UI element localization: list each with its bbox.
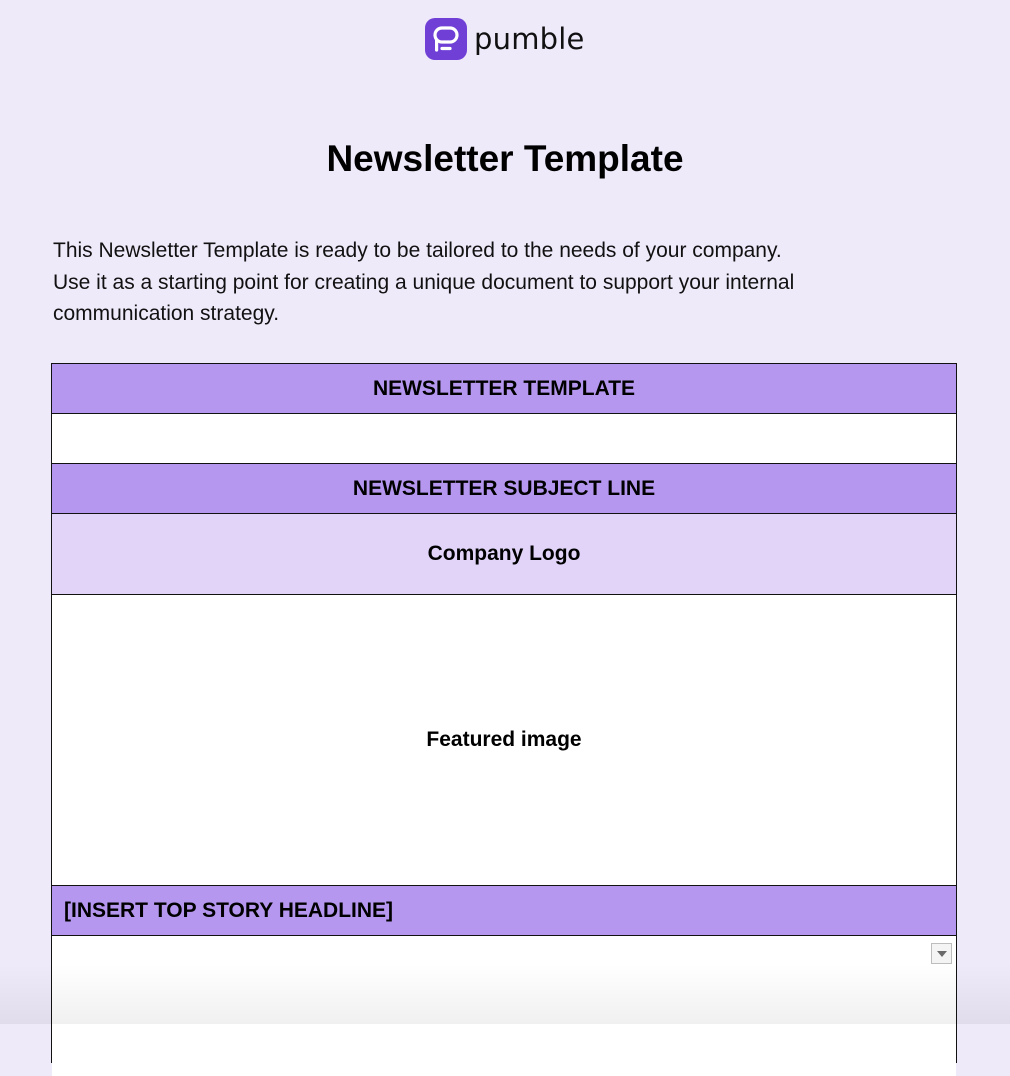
page-title: Newsletter Template	[326, 138, 684, 179]
brand-name: pumble	[474, 22, 585, 56]
intro-line: communication strategy.	[53, 302, 280, 325]
table-header-label: NEWSLETTER TEMPLATE	[372, 376, 636, 400]
featured-image-cell[interactable]	[52, 595, 956, 886]
pumble-logo-icon	[425, 18, 467, 60]
brand	[425, 17, 585, 61]
company-logo-label: Company Logo	[427, 542, 581, 565]
newsletter-template-table	[51, 363, 957, 1063]
featured-image-label: Featured image	[426, 728, 582, 751]
intro-line: Use it as a starting point for creating a unique document to support your internal	[53, 270, 795, 294]
table-header-cell[interactable]	[52, 364, 956, 414]
intro-paragraph	[53, 235, 963, 330]
subject-line-label: NEWSLETTER SUBJECT LINE	[352, 476, 656, 500]
top-story-headline-cell[interactable]	[52, 886, 956, 936]
subject-line-cell[interactable]	[52, 464, 956, 514]
blank-cell[interactable]	[52, 414, 956, 464]
company-logo-cell[interactable]	[52, 514, 956, 595]
dropdown-arrow-icon[interactable]	[931, 943, 952, 964]
top-story-headline-label: [INSERT TOP STORY HEADLINE]	[64, 898, 394, 922]
intro-line: This Newsletter Template is ready to be tailored to the needs of your company.	[53, 239, 782, 262]
top-story-body-cell[interactable]	[52, 936, 956, 1076]
